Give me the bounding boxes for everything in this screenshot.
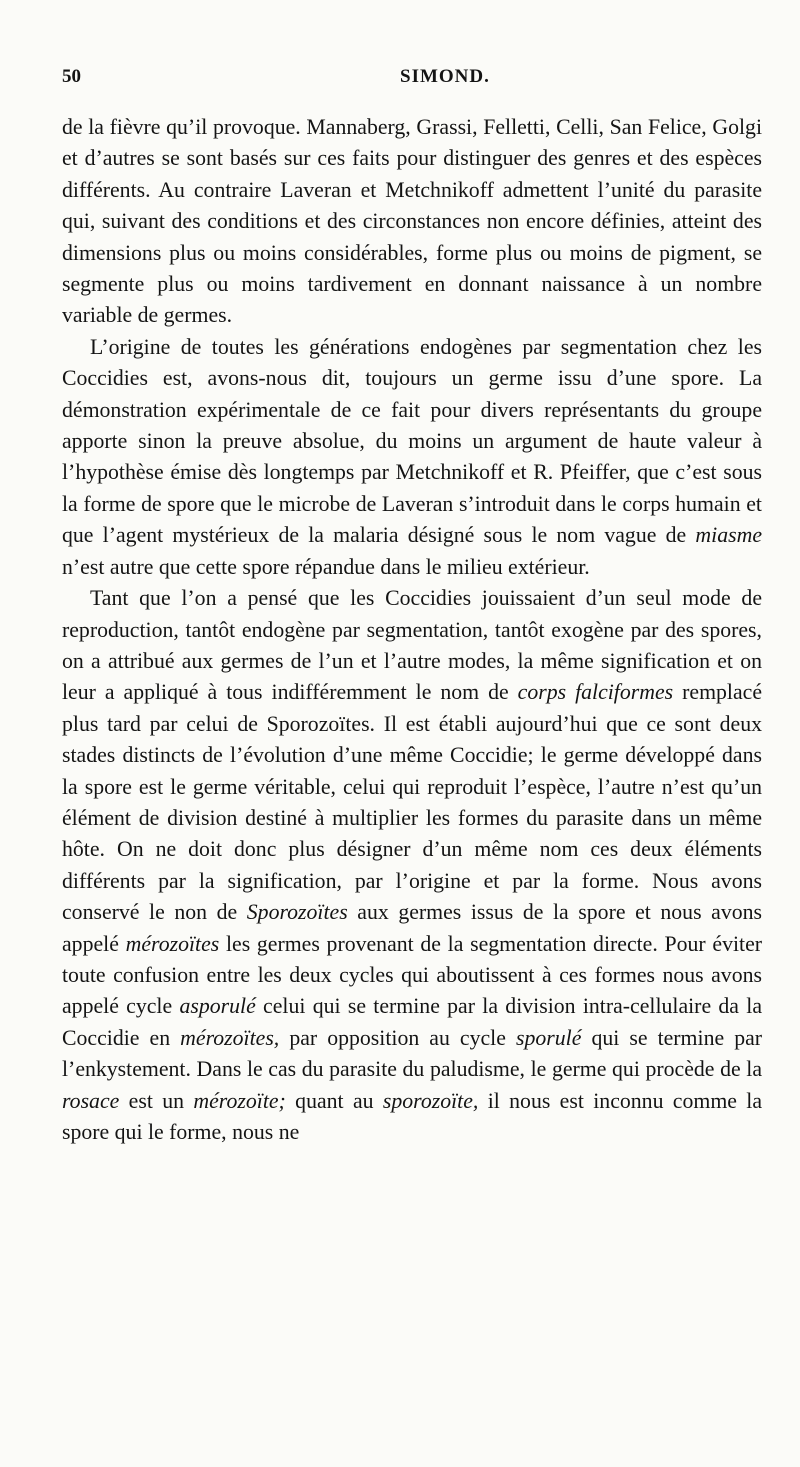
italic-term: mérozoïte; xyxy=(193,1088,286,1113)
text-run: celui qui se termine par la division intra-cellulaire da la Coccidie en xyxy=(62,994,763,1050)
italic-term: corps falciformes xyxy=(517,680,674,705)
text-run: remplacé plus tard par celui de Sporozoïtes. Il est établi aujourd’hui que ce sont deux stades distincts de l’évolution d’une même Coccidie; le germe développé dans la spore est le germe véritable, celui qui reproduit l’espèce, l’autre n’est qu’un élément de division destiné à multiplier les formes du parasite dans un même hôte. On ne doit donc plus désigner d’un même nom ces deux éléments différents par la signification, par l’origine et par la forme. Nous avons conservé le non de xyxy=(62,680,763,925)
text-run: quant au xyxy=(295,1088,374,1113)
page-header xyxy=(62,66,760,96)
text-run: qui se termine par l’enkystement. Dans le cas du parasite du paludisme, le germe qui procède de la xyxy=(62,1025,763,1082)
text-run: n’est autre que cette spore répandue dans le milieu extérieur. xyxy=(62,554,590,579)
text-run: aux germes issus de la spore et nous avons appelé xyxy=(62,900,762,956)
italic-term: sporozoïte, xyxy=(382,1088,479,1113)
italic-term: asporulé xyxy=(179,994,256,1019)
paragraph-3 xyxy=(62,583,762,1148)
running-title: SIMOND. xyxy=(400,66,490,87)
text-run: Tant que l’on a pensé que les Coccidies jouissaient d’un seul mode de reproduction, tantôt endogène par segmentation, tantôt exogène par des spores, on a attribué aux germes de l’un et l’autre modes, la même signification et on leur a appliqué à tous indifféremment le nom de xyxy=(62,586,762,705)
text-run: est un xyxy=(128,1088,185,1113)
text-run: par opposition au cycle xyxy=(289,1025,506,1050)
text-run: il nous est inconnu comme la spore qui le forme, nous ne xyxy=(62,1088,763,1144)
page-number: 50 xyxy=(62,66,81,87)
italic-term: mérozoïtes xyxy=(125,931,220,956)
italic-term: mérozoïtes, xyxy=(180,1025,280,1050)
italic-term: Sporozoïtes xyxy=(246,900,348,925)
italic-term: miasme xyxy=(695,523,762,548)
text-run: L’origine de toutes les générations endogènes par segmentation chez les Coccidies est, avons-nous dit, toujours un germe issu d’une spore. La démonstration expérimentale de ce fait pour divers représentants du groupe apporte sinon la preuve absolue, du moins un argument de haute valeur à l’hypothèse émise dès longtemps par Metchnikoff et R. Pfeiffer, que c’est sous la forme de spore que le microbe de Laveran s’introduit dans le corps humain et que l’agent mystérieux de la malaria désigné sous le nom vague de xyxy=(62,334,762,548)
paragraph-1: de la fièvre qu’il provoque. Mannaberg, Grassi, Felletti, Celli, San Felice, Golgi et d’autres se sont basés sur ces faits pour distinguer des genres et des espèces différents. Au contraire Laveran et Metchnikoff admettent l’unité du parasite qui, suivant des conditions et des circonstances non encore définies, atteint des dimensions plus ou moins considérables, forme plus ou moins de pigment, se segmente plus ou moins tardivement en donnant naissance à un nombre variable de germes. xyxy=(62,115,762,328)
body-text xyxy=(62,112,762,1148)
italic-term: sporulé xyxy=(515,1025,582,1050)
italic-term: rosace xyxy=(62,1088,120,1113)
text-run: les germes provenant de la segmentation directe. Pour éviter toute confusion entre les deux cycles qui aboutissent à ces formes nous avons appelé cycle xyxy=(62,931,763,1019)
paragraph-2 xyxy=(62,332,762,583)
